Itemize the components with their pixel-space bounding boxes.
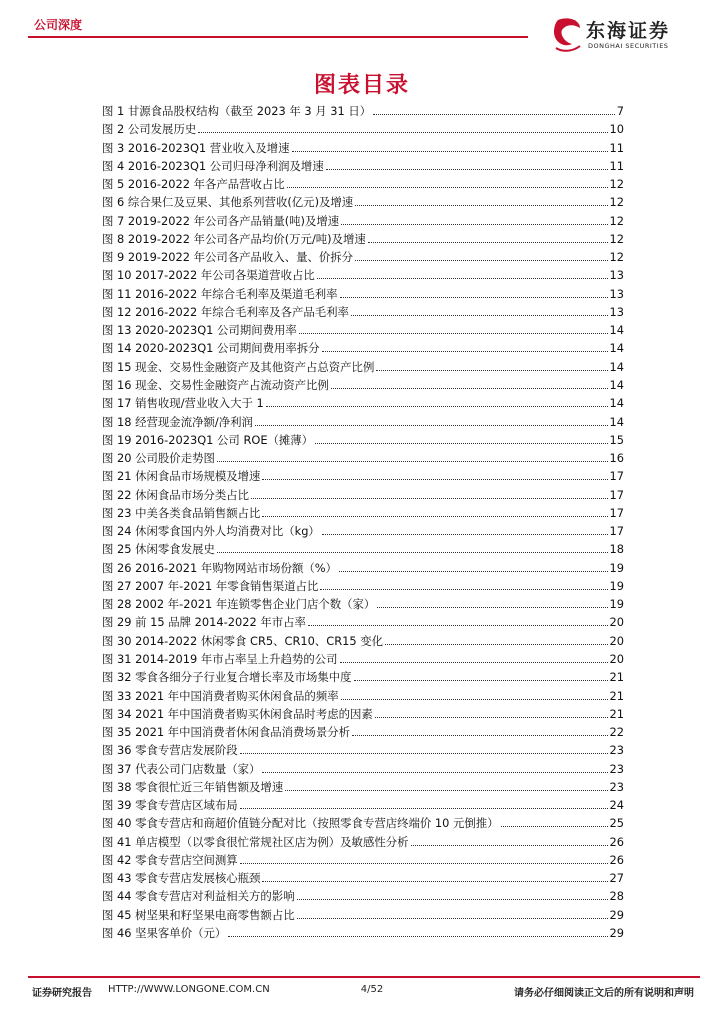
toc-entry[interactable] (102, 595, 624, 613)
toc-entry-label: 图 41 单店模型（以零食很忙常规社区店为例）及敏感性分析 (102, 834, 409, 849)
toc-entry-label: 图 25 休闲零食发展史 (102, 542, 215, 557)
toc-title: 图表目录 (313, 73, 410, 98)
toc-entry-label: 图 42 零食专营店空间测算 (102, 852, 238, 867)
toc-entry-page: 14 (609, 396, 624, 411)
footer-report-type: 证券研究报告 (32, 988, 92, 999)
toc-entry[interactable] (102, 321, 624, 339)
toc-entry-page: 11 (609, 140, 624, 155)
toc-entry[interactable] (102, 413, 624, 431)
toc-entry[interactable] (102, 376, 624, 394)
toc-entry-label: 图 13 2020-2023Q1 公司期间费用率 (102, 323, 297, 338)
toc-entry[interactable] (102, 723, 624, 741)
toc-leader-dots (262, 771, 607, 773)
toc-entry-label: 图 36 零食专营店发展阶段 (102, 743, 238, 758)
toc-entry[interactable] (102, 486, 624, 504)
toc-leader-dots (251, 497, 607, 499)
toc-entry[interactable] (102, 869, 624, 887)
toc-entry-label: 图 38 零食很忙近三年销售额及增速 (102, 779, 284, 794)
toc-leader-dots (501, 825, 608, 827)
toc-leader-dots (351, 314, 608, 316)
toc-leader-dots (320, 588, 607, 590)
toc-leader-dots (377, 606, 607, 608)
toc-leader-dots (340, 661, 608, 663)
toc-entry-page: 17 (609, 505, 624, 520)
section-tag: 公司深度 (34, 18, 83, 32)
toc-entry[interactable] (102, 577, 624, 595)
toc-entry[interactable] (102, 760, 624, 778)
toc-list (102, 102, 624, 942)
toc-leader-dots (287, 186, 608, 188)
toc-leader-dots (341, 698, 608, 700)
footer-url-link[interactable]: HTTP://WWW.LONGONE.COM.CN (108, 984, 270, 995)
toc-entry-page: 21 (609, 706, 624, 721)
toc-leader-dots (308, 624, 608, 626)
toc-leader-dots (228, 935, 607, 937)
toc-entry-page: 12 (609, 250, 624, 265)
toc-leader-dots (322, 533, 608, 535)
toc-entry-page: 27 (609, 871, 624, 886)
toc-leader-dots (262, 515, 607, 517)
toc-entry-page: 17 (609, 469, 624, 484)
toc-entry-label: 图 5 2016-2022 年各产品营收占比 (102, 177, 285, 192)
toc-entry-page: 14 (609, 359, 624, 374)
toc-entry[interactable] (102, 120, 624, 138)
toc-entry[interactable] (102, 193, 624, 211)
toc-entry-label: 图 33 2021 年中国消费者购买休闲食品的频率 (102, 688, 339, 703)
toc-entry-label: 图 43 零食专营店发展核心瓶颈 (102, 871, 261, 886)
toc-leader-dots (292, 150, 608, 152)
toc-entry-page: 13 (609, 286, 624, 301)
toc-leader-dots (355, 204, 607, 206)
toc-entry[interactable] (102, 906, 624, 924)
toc-entry-page: 19 (609, 597, 624, 612)
toc-entry[interactable] (102, 522, 624, 540)
toc-entry-page: 17 (609, 524, 624, 539)
toc-entry-page: 23 (609, 743, 624, 758)
toc-leader-dots (217, 551, 608, 553)
toc-leader-dots (198, 131, 607, 133)
toc-entry-page: 16 (609, 451, 624, 466)
toc-entry-label: 图 20 公司股价走势图 (102, 451, 215, 466)
toc-leader-dots (262, 478, 607, 480)
toc-entry-label: 图 29 前 15 品牌 2014-2022 年市占率 (102, 615, 306, 630)
toc-leader-dots (331, 387, 608, 389)
toc-leader-dots (352, 734, 608, 736)
toc-entry-label: 图 44 零食专营店对利益相关方的影响 (102, 889, 295, 904)
logo-text-cn: 东海证券 (586, 20, 671, 42)
toc-entry-label: 图 17 销售收现/营业收入大于 1 (102, 396, 264, 411)
toc-entry-label: 图 19 2016-2023Q1 公司 ROE（摊薄） (102, 432, 314, 447)
logo-emblem-icon (550, 14, 584, 54)
toc-entry[interactable] (102, 339, 624, 357)
toc-entry[interactable] (102, 668, 624, 686)
toc-entry-label: 图 28 2002 年-2021 年连锁零售企业门店个数（家） (102, 597, 376, 612)
toc-entry-page: 14 (609, 323, 624, 338)
footer-rule (28, 976, 700, 978)
toc-leader-dots (317, 277, 608, 279)
toc-entry[interactable] (102, 705, 624, 723)
toc-entry-page: 20 (609, 633, 624, 648)
toc-entry[interactable] (102, 613, 624, 631)
toc-entry[interactable] (102, 887, 624, 905)
toc-entry-page: 17 (609, 487, 624, 502)
toc-entry-label: 图 35 2021 年中国消费者休闲食品消费场景分析 (102, 725, 350, 740)
toc-entry[interactable] (102, 394, 624, 412)
toc-leader-dots (285, 789, 607, 791)
toc-entry[interactable] (102, 139, 624, 157)
toc-leader-dots (315, 442, 607, 444)
toc-entry[interactable] (102, 741, 624, 759)
toc-leader-dots (240, 862, 608, 864)
toc-entry-label: 图 7 2019-2022 年公司各产品销量(吨)及增速 (102, 213, 340, 228)
toc-entry-label: 图 45 树坚果和籽坚果电商零售额占比 (102, 907, 295, 922)
toc-entry-label: 图 10 2017-2022 年公司各渠道营收占比 (102, 268, 315, 283)
toc-entry-page: 22 (609, 725, 624, 740)
toc-entry-label: 图 9 2019-2022 年公司各产品收入、量、价拆分 (102, 250, 354, 265)
toc-entry-label: 图 15 现金、交易性金融资产及其他资产占总资产比例 (102, 359, 375, 374)
toc-entry[interactable] (102, 358, 624, 376)
toc-entry[interactable] (102, 467, 624, 485)
toc-leader-dots (297, 898, 608, 900)
toc-leader-dots (375, 716, 608, 718)
toc-entry-page: 14 (609, 341, 624, 356)
toc-entry[interactable] (102, 650, 624, 668)
toc-leader-dots (266, 405, 608, 407)
toc-entry-label: 图 31 2014-2019 年市占率呈上升趋势的公司 (102, 651, 338, 666)
toc-entry-page: 28 (609, 889, 624, 904)
toc-entry[interactable] (102, 175, 624, 193)
toc-entry-page: 26 (609, 852, 624, 867)
toc-entry-label: 图 12 2016-2022 年综合毛利率及各产品毛利率 (102, 304, 349, 319)
toc-entry[interactable] (102, 814, 624, 832)
toc-entry-page: 14 (609, 377, 624, 392)
toc-entry-label: 图 21 休闲食品市场规模及增速 (102, 469, 261, 484)
toc-entry-page: 11 (609, 158, 624, 173)
toc-leader-dots (376, 369, 607, 371)
footer-disclaimer: 请务必仔细阅读正文后的所有说明和声明 (514, 988, 694, 999)
toc-entry-page: 7 (616, 104, 624, 118)
toc-entry[interactable] (102, 449, 624, 467)
toc-entry[interactable] (102, 796, 624, 814)
toc-entry-page: 12 (609, 231, 624, 246)
logo-text-en: DONGHAI SECURITIES (588, 42, 669, 50)
toc-entry[interactable] (102, 687, 624, 705)
toc-leader-dots (354, 679, 608, 681)
toc-entry-label: 图 16 现金、交易性金融资产占流动资产比例 (102, 377, 329, 392)
toc-entry[interactable] (102, 230, 624, 248)
toc-entry[interactable] (102, 540, 624, 558)
toc-entry[interactable] (102, 632, 624, 650)
toc-entry[interactable] (102, 924, 624, 942)
toc-entry-label: 图 22 休闲食品市场分类占比 (102, 487, 250, 502)
toc-entry-page: 15 (609, 432, 624, 447)
toc-leader-dots (339, 570, 608, 572)
toc-entry[interactable] (102, 266, 624, 284)
toc-leader-dots (255, 424, 608, 426)
toc-entry-label: 图 39 零食专营店区域布局 (102, 798, 238, 813)
toc-entry-label: 图 27 2007 年-2021 年零食销售渠道占比 (102, 578, 319, 593)
toc-entry-page: 19 (609, 560, 624, 575)
toc-entry-page: 13 (609, 304, 624, 319)
header-rule (28, 36, 528, 38)
toc-entry-label: 图 14 2020-2023Q1 公司期间费用率拆分 (102, 341, 320, 356)
toc-entry[interactable] (102, 504, 624, 522)
toc-entry-page: 13 (609, 268, 624, 283)
toc-entry[interactable] (102, 559, 624, 577)
toc-entry-label: 图 26 2016-2021 年购物网站市场份额（%） (102, 560, 337, 575)
toc-entry-page: 12 (609, 213, 624, 228)
toc-entry-page: 25 (609, 816, 624, 831)
toc-entry-page: 12 (609, 195, 624, 210)
toc-leader-dots (341, 223, 607, 225)
toc-entry-page: 19 (609, 578, 624, 593)
company-logo (550, 14, 700, 56)
toc-entry-label: 图 3 2016-2023Q1 营业收入及增速 (102, 140, 290, 155)
toc-entry-label: 图 4 2016-2023Q1 公司归母净利润及增速 (102, 158, 324, 173)
toc-leader-dots (299, 332, 608, 334)
toc-leader-dots (322, 350, 608, 352)
toc-leader-dots (297, 917, 608, 919)
toc-entry-label: 图 40 零食专营店和商超价值链分配对比（按照零食专营店终端价 10 元倒推） (102, 816, 499, 831)
toc-entry-page: 14 (609, 414, 624, 429)
toc-entry-page: 23 (609, 779, 624, 794)
toc-entry-page: 21 (609, 688, 624, 703)
toc-entry-label: 图 30 2014-2022 休闲零食 CR5、CR10、CR15 变化 (102, 633, 384, 648)
toc-leader-dots (368, 241, 608, 243)
toc-entry-label: 图 18 经营现金流净额/净利润 (102, 414, 253, 429)
toc-leader-dots (326, 168, 608, 170)
toc-entry-page: 29 (609, 925, 624, 940)
toc-leader-dots (262, 880, 607, 882)
toc-entry-label: 图 23 中美各类食品销售额占比 (102, 505, 261, 520)
toc-entry-label: 图 1 甘源食品股权结构（截至 2023 年 3 月 31 日） (102, 104, 372, 118)
toc-entry-page: 10 (609, 122, 624, 137)
footer-page-number: 4/52 (360, 984, 384, 995)
toc-entry[interactable] (102, 248, 624, 266)
toc-entry-page: 29 (609, 907, 624, 922)
toc-entry-page: 24 (609, 798, 624, 813)
toc-leader-dots (373, 113, 615, 115)
toc-entry[interactable] (102, 102, 624, 120)
toc-leader-dots (240, 807, 608, 809)
toc-entry-page: 26 (609, 834, 624, 849)
toc-entry-page: 12 (609, 177, 624, 192)
toc-entry-label: 图 11 2016-2022 年综合毛利率及渠道毛利率 (102, 286, 338, 301)
toc-entry-label: 图 2 公司发展历史 (102, 122, 197, 137)
toc-entry-label: 图 46 坚果客单价（元） (102, 925, 227, 940)
toc-entry[interactable] (102, 303, 624, 321)
toc-leader-dots (411, 844, 608, 846)
toc-entry[interactable] (102, 833, 624, 851)
toc-leader-dots (385, 643, 607, 645)
toc-entry-label: 图 8 2019-2022 年公司各产品均价(万元/吨)及增速 (102, 231, 366, 246)
toc-entry-label: 图 37 代表公司门店数量（家） (102, 761, 261, 776)
toc-entry-page: 21 (609, 670, 624, 685)
toc-entry-label: 图 32 零食各细分子行业复合增长率及市场集中度 (102, 670, 352, 685)
toc-entry-page: 18 (609, 542, 624, 557)
toc-leader-dots (355, 259, 607, 261)
page-header (28, 0, 700, 58)
toc-entry[interactable] (102, 851, 624, 869)
toc-entry-label: 图 34 2021 年中国消费者购买休闲食品时考虑的因素 (102, 706, 373, 721)
toc-entry[interactable] (102, 157, 624, 175)
toc-entry-page: 20 (609, 651, 624, 666)
toc-entry[interactable] (102, 778, 624, 796)
toc-leader-dots (240, 752, 608, 754)
toc-entry-label: 图 24 休闲零食国内外人均消费对比（kg） (102, 524, 320, 539)
toc-entry-label: 图 6 综合果仁及豆果、其他系列营收(亿元)及增速 (102, 195, 354, 210)
toc-entry[interactable] (102, 212, 624, 230)
toc-entry[interactable] (102, 431, 624, 449)
toc-entry[interactable] (102, 285, 624, 303)
toc-entry-page: 20 (609, 615, 624, 630)
toc-leader-dots (340, 296, 608, 298)
toc-leader-dots (217, 460, 608, 462)
toc-entry-page: 23 (609, 761, 624, 776)
